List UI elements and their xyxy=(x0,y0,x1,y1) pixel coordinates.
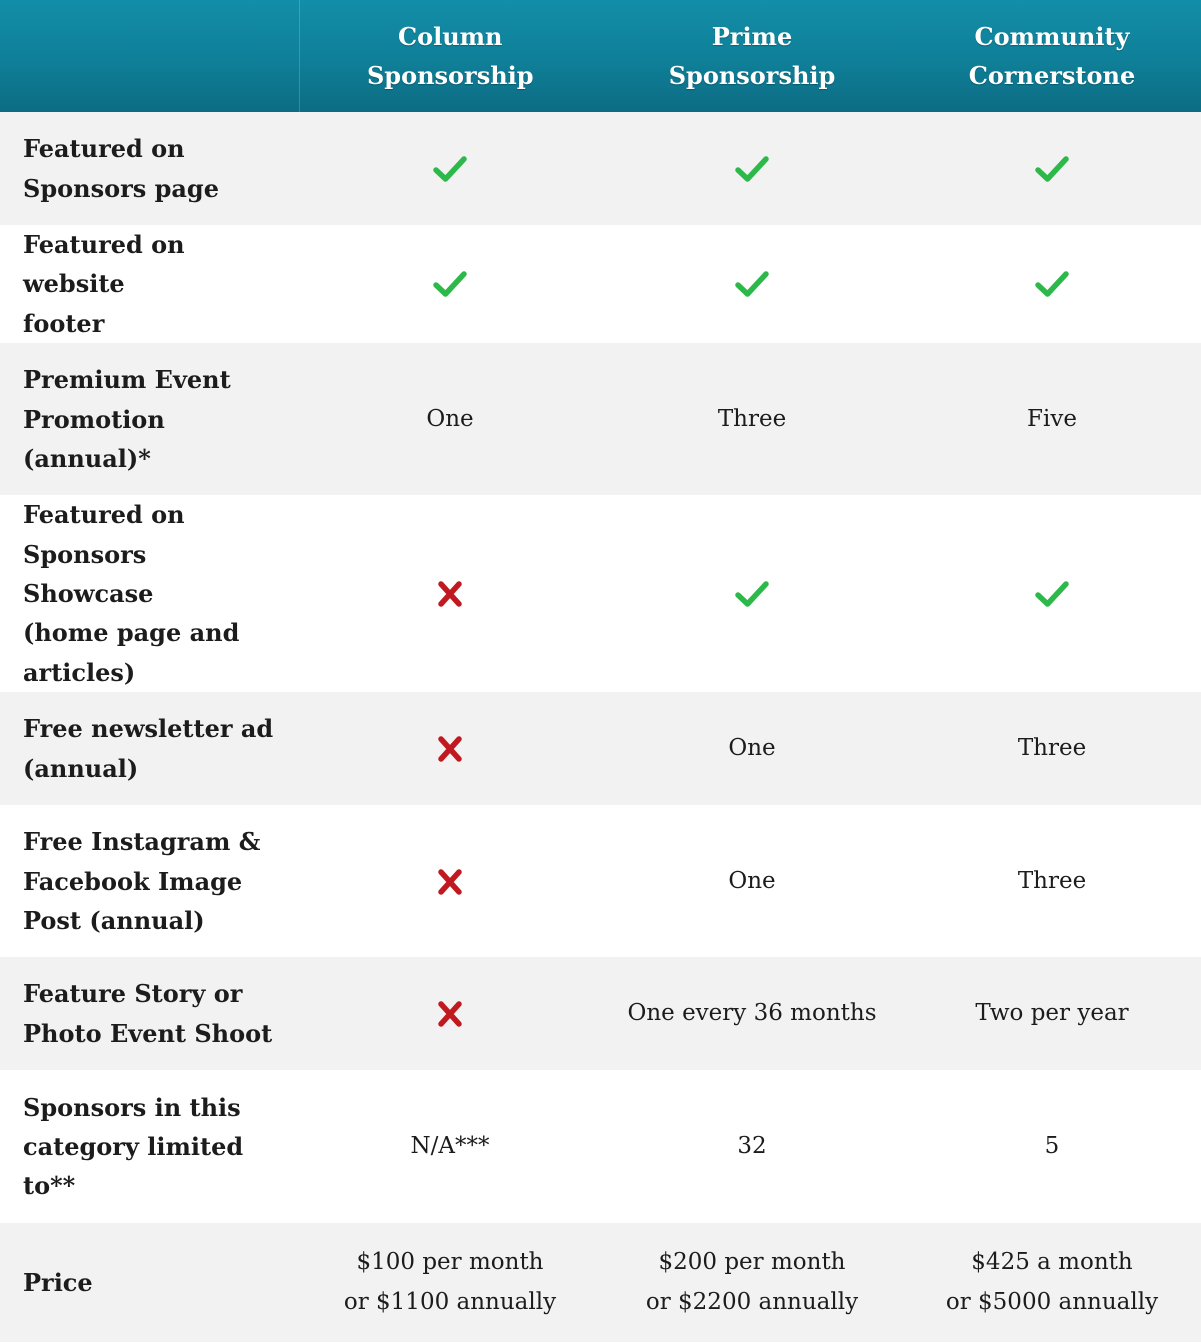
plan-cell xyxy=(299,225,601,343)
header-column-sponsorship xyxy=(299,0,601,112)
feature-label-line: (annual) xyxy=(23,753,139,783)
check-icon xyxy=(1035,154,1069,184)
plan-cell xyxy=(903,343,1201,495)
plan-cell xyxy=(601,343,903,495)
check-icon xyxy=(735,269,769,299)
feature-label xyxy=(0,692,299,805)
plan-cell xyxy=(299,1223,601,1342)
table-row xyxy=(0,692,1201,805)
feature-label-line: (home page and xyxy=(23,618,240,648)
header-plan-line: Column xyxy=(397,22,503,51)
header-prime-sponsorship xyxy=(601,0,903,112)
plan-cell xyxy=(299,112,601,225)
feature-label xyxy=(0,805,299,957)
plan-cell-value: or $2200 annually xyxy=(645,1288,859,1315)
plan-cell xyxy=(903,692,1201,805)
table-header xyxy=(0,0,1201,112)
feature-label-line: Facebook Image xyxy=(23,866,243,896)
plan-cell-value: 32 xyxy=(737,1133,767,1160)
header-plan-line: Sponsorship xyxy=(366,61,534,90)
table-row xyxy=(0,957,1201,1070)
plan-cell-value: $100 per month xyxy=(356,1249,544,1276)
cross-icon xyxy=(433,734,467,764)
plan-cell-value: One xyxy=(728,735,776,762)
table-row xyxy=(0,112,1201,225)
plan-cell xyxy=(903,495,1201,692)
cross-icon xyxy=(433,999,467,1029)
plan-cell xyxy=(601,1223,903,1342)
feature-label-line: Price xyxy=(23,1268,93,1298)
table-row xyxy=(0,1070,1201,1223)
feature-label-line: Photo Event Shoot xyxy=(23,1018,273,1048)
feature-label xyxy=(0,1223,299,1342)
header-plan-line: Community xyxy=(974,22,1130,51)
plan-cell-value: Two per year xyxy=(975,1000,1129,1027)
check-icon xyxy=(1035,269,1069,299)
feature-label-line: footer xyxy=(23,308,105,338)
plan-cell-value: One xyxy=(426,405,474,432)
feature-label-line: Premium Event xyxy=(23,365,231,395)
header-plan-line: Sponsorship xyxy=(668,61,836,90)
plan-cell xyxy=(299,692,601,805)
plan-cell-value: Three xyxy=(1017,735,1087,762)
feature-label xyxy=(0,225,299,343)
feature-label-line: Feature Story or xyxy=(23,979,243,1009)
plan-cell xyxy=(601,957,903,1070)
check-icon xyxy=(735,579,769,609)
feature-label-line: Sponsors in this xyxy=(23,1092,241,1122)
plan-cell-value: Three xyxy=(1017,867,1087,894)
check-icon xyxy=(433,269,467,299)
plan-cell-value: or $5000 annually xyxy=(945,1288,1159,1315)
feature-label xyxy=(0,343,299,495)
plan-cell xyxy=(601,805,903,957)
plan-cell xyxy=(299,343,601,495)
feature-label-line: articles) xyxy=(23,657,136,687)
plan-cell-value: or $1100 annually xyxy=(343,1288,557,1315)
feature-label xyxy=(0,112,299,225)
cross-icon xyxy=(433,579,467,609)
table-row xyxy=(0,495,1201,692)
plan-cell-value: One xyxy=(728,867,776,894)
check-icon xyxy=(735,154,769,184)
plan-cell xyxy=(601,692,903,805)
header-plan-line: Cornerstone xyxy=(968,61,1136,90)
plan-cell-value: 5 xyxy=(1044,1133,1060,1160)
plan-cell-value: One every 36 months xyxy=(627,1000,877,1027)
table-row xyxy=(0,805,1201,957)
table-body xyxy=(0,112,1201,1342)
feature-label-line: Post (annual) xyxy=(23,905,205,935)
feature-label-line: Featured on xyxy=(23,500,185,530)
feature-label-line: to** xyxy=(23,1171,76,1201)
feature-label-line: (annual)* xyxy=(23,443,151,473)
cross-icon xyxy=(433,867,467,897)
header-community-cornerstone xyxy=(903,0,1201,112)
feature-label-line: Promotion xyxy=(23,404,165,434)
plan-cell-value: Five xyxy=(1027,405,1077,432)
feature-label-line: category limited xyxy=(23,1132,244,1162)
plan-cell xyxy=(299,957,601,1070)
feature-label-line: Free Instagram & xyxy=(23,827,261,857)
plan-cell xyxy=(903,225,1201,343)
plan-cell-value: $425 a month xyxy=(971,1249,1133,1276)
feature-label-line: Free newsletter ad xyxy=(23,714,274,744)
feature-label-line: Sponsors Showcase xyxy=(23,539,154,609)
plan-cell xyxy=(903,957,1201,1070)
plan-cell xyxy=(903,1223,1201,1342)
plan-cell-value: N/A*** xyxy=(410,1133,490,1160)
feature-label xyxy=(0,957,299,1070)
table-row xyxy=(0,343,1201,495)
plan-cell xyxy=(299,805,601,957)
plan-cell xyxy=(299,1070,601,1223)
plan-cell xyxy=(601,1070,903,1223)
header-plan-line: Prime xyxy=(711,22,793,51)
feature-label-line: Featured on xyxy=(23,134,185,164)
plan-cell xyxy=(903,112,1201,225)
table-row xyxy=(0,225,1201,343)
plan-cell xyxy=(601,495,903,692)
plan-cell xyxy=(601,225,903,343)
header-corner-cell xyxy=(0,0,299,112)
plan-cell xyxy=(299,495,601,692)
plan-cell xyxy=(903,805,1201,957)
plan-cell xyxy=(601,112,903,225)
header-row xyxy=(0,0,1201,112)
plan-cell xyxy=(903,1070,1201,1223)
feature-label-line: Sponsors page xyxy=(23,173,219,203)
feature-label xyxy=(0,495,299,692)
check-icon xyxy=(1035,579,1069,609)
feature-label xyxy=(0,1070,299,1223)
feature-label-line: Featured on website xyxy=(23,230,185,299)
plan-cell-value: $200 per month xyxy=(658,1249,846,1276)
check-icon xyxy=(433,154,467,184)
plan-cell-value: Three xyxy=(717,405,787,432)
table-row xyxy=(0,1223,1201,1342)
